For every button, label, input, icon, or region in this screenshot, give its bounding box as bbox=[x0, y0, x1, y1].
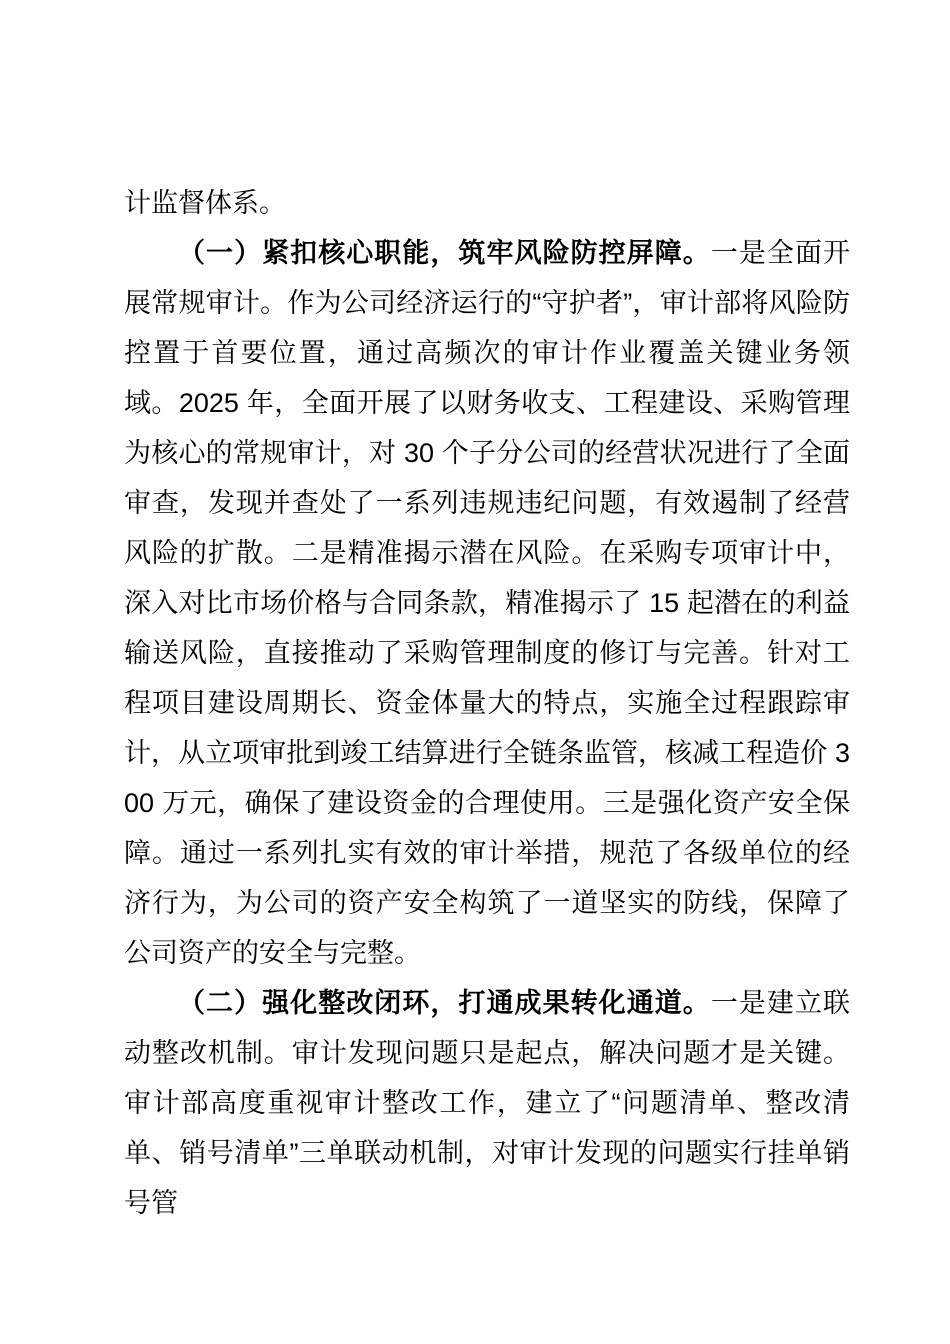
section-one-body-text: 一是全面开展常规审计。作为公司经济运行的“守护者”，审计部将风险防控置于首要位置，通过高频次的审计作业覆盖关键业务领域。2025 年，全面开展了以财务收支、工程建设、采购管理为核心的常规审计，对 30 个子分公司的经营状况进行了全面审查，发现并查处了一系列违规违纪问题，有效遏制了经营风险的扩散。二是精准揭示潜在风险。在采购专项审计中，深入对比市场价格与合同条款，精准揭示了 15 起潜在的利益输送风险，直接推动了采购管理制度的修订与完善。针对工程项目建设周期长、资金体量大的特点，实施全过程跟踪审计，从立项审批到竣工结算进行全链条监管，核减工程造价 300 万元，确保了建设资金的合理使用。三是强化资产安全保障。通过一系列扎实有效的审计举措，规范了各级单位的经济行为，为公司的资产安全构筑了一道坚实的防线，保障了公司资产的安全与完整。 bbox=[124, 238, 851, 968]
paragraph-section-two bbox=[124, 978, 850, 1228]
section-two-heading: （二）强化整改闭环，打通成果转化通道。 bbox=[178, 988, 711, 1018]
section-one-heading: （一）紧扣核心职能，筑牢风险防控屏障。 bbox=[178, 238, 711, 268]
paragraph-continuation-text: 计监督体系。 bbox=[124, 188, 286, 218]
paragraph-section-one bbox=[124, 228, 850, 978]
paragraph-continuation bbox=[124, 178, 850, 228]
section-two-body-text: 一是建立联动整改机制。审计发现问题只是起点，解决问题才是关键。审计部高度重视审计整改工作，建立了“问题清单、整改清单、销号清单”三单联动机制，对审计发现的问题实行挂单销号管 bbox=[124, 988, 851, 1218]
